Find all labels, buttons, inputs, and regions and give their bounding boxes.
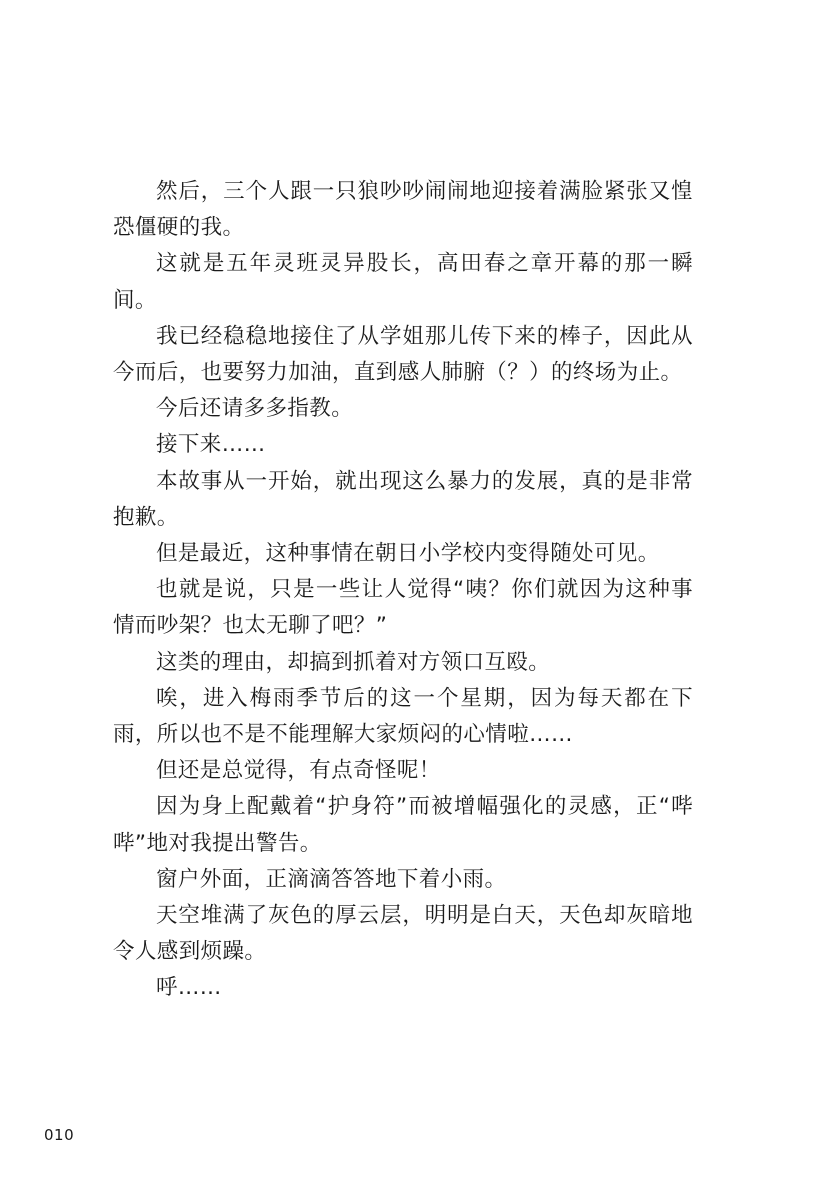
paragraph: 本故事从一开始，就出现这么暴力的发展，真的是非常抱歉。 — [113, 468, 693, 530]
paragraph: 也就是说，只是一些让人觉得“咦？你们就因为这种事情而吵架？也太无聊了吧？” — [113, 577, 693, 639]
paragraph: 接下来…… — [156, 432, 266, 458]
paragraph: 因为身上配戴着“护身符”而被增幅强化的灵感，正“哔哔”地对我提出警告。 — [113, 794, 693, 856]
paragraph: 天空堆满了灰色的厚云层，明明是白天，天色却灰暗地令人感到烦躁。 — [113, 903, 693, 965]
page-number: 010 — [44, 1126, 75, 1144]
paragraph: 但还是总觉得，有点奇怪呢！ — [156, 758, 441, 784]
paragraph: 然后，三个人跟一只狼吵吵闹闹地迎接着满脸紧张又惶恐僵硬的我。 — [113, 179, 693, 241]
paragraph: 这就是五年灵班灵异股长，高田春之章开幕的那一瞬间。 — [113, 251, 693, 313]
paragraph: 呼…… — [156, 975, 222, 1001]
paragraph: 但是最近，这种事情在朝日小学校内变得随处可见。 — [156, 541, 660, 567]
paragraph: 唉，进入梅雨季节后的这一个星期，因为每天都在下雨，所以也不是不能理解大家烦闷的心情啦…… — [113, 685, 693, 748]
paragraph: 窗户外面，正滴滴答答地下着小雨。 — [156, 866, 507, 892]
paragraph: 我已经稳稳地接住了从学姐那儿传下来的棒子，因此从今而后，也要努力加油，直到感人肺腑（？）的终场为止。 — [113, 323, 693, 386]
page-body — [113, 174, 693, 1007]
paragraph: 这类的理由，却搞到抓着对方领口互殴。 — [156, 649, 551, 675]
paragraph: 今后还请多多指教。 — [156, 396, 354, 422]
